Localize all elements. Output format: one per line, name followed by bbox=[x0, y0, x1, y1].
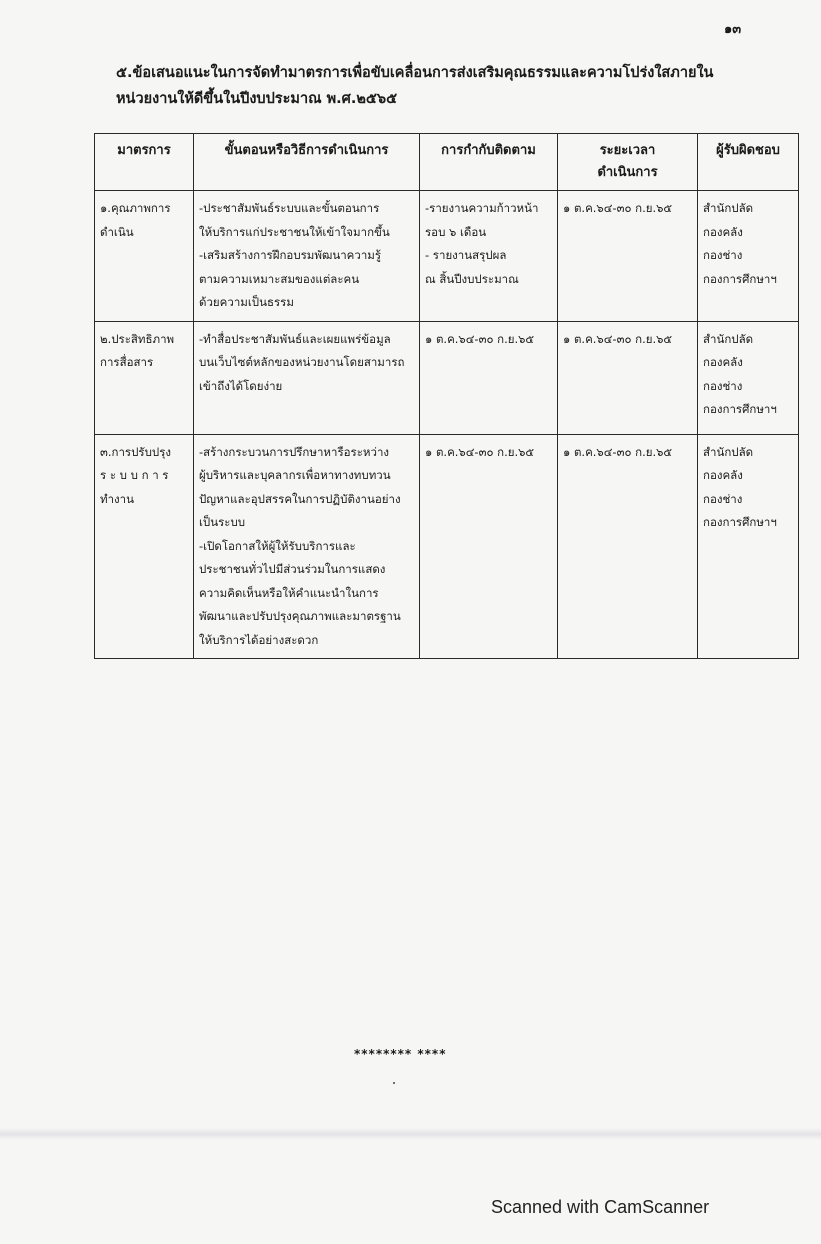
page-number: ๑๓ bbox=[724, 22, 742, 37]
monitoring-line: ณ สิ้นปีงบประมาณ bbox=[425, 271, 519, 286]
heading-line-2: หน่วยงานให้ดีขึ้นในปีงบประมาณ พ.ศ.๒๕๖๕ bbox=[116, 91, 398, 107]
header-steps: ขั้นตอนหรือวิธีการดำเนินการ bbox=[194, 134, 420, 191]
responsible-line: กองคลัง bbox=[703, 468, 743, 482]
steps-line: -เสริมสร้างการฝึกอบรมพัฒนาความรู้ bbox=[199, 248, 382, 262]
monitoring-line: -รายงานความก้าวหน้า bbox=[425, 201, 539, 215]
measure-line: ทำงาน bbox=[100, 491, 134, 506]
responsible-line: สำนักปลัด bbox=[703, 201, 754, 215]
period-line: ๑ ต.ค.๖๔-๓๐ ก.ย.๖๕ bbox=[563, 444, 673, 459]
end-of-section-mark: ******** **** bbox=[354, 1047, 447, 1061]
steps-line: ตามความเหมาะสมของแต่ละคน bbox=[199, 271, 360, 286]
steps-line: -ทำสื่อประชาสัมพันธ์และเผยแพร่ข้อมูล bbox=[199, 331, 391, 346]
steps-line: บนเว็บไซต์หลักของหน่วยงานโดยสามารถ bbox=[199, 355, 405, 369]
responsible-line: กองช่าง bbox=[703, 491, 743, 506]
cell-responsible bbox=[698, 321, 799, 434]
scan-artifact-band bbox=[0, 1128, 821, 1140]
cell-measure bbox=[95, 321, 194, 434]
measure-line: ดำเนิน bbox=[100, 224, 134, 239]
cell-measure bbox=[95, 191, 194, 322]
cell-measure bbox=[95, 434, 194, 659]
measure-line: การสื่อสาร bbox=[100, 355, 154, 369]
responsible-line: กองช่าง bbox=[703, 248, 743, 262]
cell-monitoring bbox=[420, 434, 558, 659]
table-row bbox=[95, 434, 799, 659]
steps-line: -สร้างกระบวนการปรึกษาหารือระหว่าง bbox=[199, 444, 390, 459]
responsible-line: กองช่าง bbox=[703, 378, 743, 393]
monitoring-line: รอบ ๖ เดือน bbox=[425, 224, 487, 239]
cell-monitoring bbox=[420, 321, 558, 434]
cell-period bbox=[558, 321, 698, 434]
responsible-line: กองการศึกษาฯ bbox=[703, 515, 777, 529]
cell-period bbox=[558, 434, 698, 659]
responsible-line: สำนักปลัด bbox=[703, 444, 754, 459]
header-period bbox=[558, 134, 698, 191]
table-row bbox=[95, 321, 799, 434]
steps-line: -เปิดโอกาสให้ผู้ให้รับบริการและ bbox=[199, 538, 356, 553]
measure-line: ๑.คุณภาพการ bbox=[100, 201, 171, 215]
steps-line: ให้บริการแก่ประชาชนให้เข้าใจมากขึ้น bbox=[199, 224, 390, 239]
steps-line: ผู้บริหารและบุคลากรเพื่อหาทางทบทวน bbox=[199, 468, 391, 482]
period-line: ๑ ต.ค.๖๔-๓๐ ก.ย.๖๕ bbox=[563, 331, 673, 346]
header-monitoring: การกำกับติดตาม bbox=[420, 134, 558, 191]
table-body bbox=[95, 191, 799, 659]
responsible-line: กองคลัง bbox=[703, 224, 743, 239]
responsible-line: กองการศึกษาฯ bbox=[703, 402, 777, 416]
period-line: ๑ ต.ค.๖๔-๓๐ ก.ย.๖๕ bbox=[563, 201, 673, 215]
header-period-line-2: ดำเนินการ bbox=[597, 165, 658, 180]
responsible-line: กองคลัง bbox=[703, 355, 743, 369]
camscanner-watermark: Scanned with CamScanner bbox=[491, 1197, 710, 1217]
measure-line: ร ะ บ บ ก า ร bbox=[100, 468, 169, 482]
measure-line: ๓.การปรับปรุง bbox=[100, 444, 171, 459]
measure-line: ๒.ประสิทธิภาพ bbox=[100, 331, 175, 346]
steps-line: ด้วยความเป็นธรรม bbox=[199, 295, 294, 309]
header-period-line-1: ระยะเวลา bbox=[599, 143, 656, 158]
measures-table bbox=[94, 133, 799, 659]
steps-line: ประชาชนทั่วไปมีส่วนร่วมในการแสดง bbox=[199, 562, 386, 576]
responsible-line: สำนักปลัด bbox=[703, 331, 754, 346]
steps-line: พัฒนาและปรับปรุงคุณภาพและมาตรฐาน bbox=[199, 609, 401, 623]
steps-line: ความคิดเห็นหรือให้คำแนะนำในการ bbox=[199, 585, 379, 600]
header-responsible: ผู้รับผิดชอบ bbox=[698, 134, 799, 191]
monitoring-line: ๑ ต.ค.๖๔-๓๐ ก.ย.๖๕ bbox=[425, 331, 535, 346]
steps-line: เข้าถึงได้โดยง่าย bbox=[199, 378, 283, 393]
cell-steps bbox=[194, 321, 420, 434]
cell-responsible bbox=[698, 434, 799, 659]
section-heading bbox=[116, 60, 776, 112]
cell-period bbox=[558, 191, 698, 322]
header-measure: มาตรการ bbox=[95, 134, 194, 191]
monitoring-line: - รายงานสรุปผล bbox=[425, 248, 507, 262]
responsible-line: กองการศึกษาฯ bbox=[703, 271, 777, 286]
cell-steps bbox=[194, 434, 420, 659]
cell-monitoring bbox=[420, 191, 558, 322]
heading-line-1: ๕.ข้อเสนอแนะในการจัดทำมาตรการเพื่อขับเคลื่อนการส่งเสริมคุณธรรมและความโปร่งใสภายใน bbox=[116, 65, 714, 81]
steps-line: ปัญหาและอุปสรรคในการปฏิบัติงานอย่าง bbox=[199, 491, 401, 506]
table-header-row bbox=[95, 134, 799, 191]
cell-steps bbox=[194, 191, 420, 322]
monitoring-line: ๑ ต.ค.๖๔-๓๐ ก.ย.๖๕ bbox=[425, 444, 535, 459]
steps-line: ให้บริการได้อย่างสะดวก bbox=[199, 632, 319, 647]
scan-speck bbox=[393, 1082, 395, 1084]
steps-line: เป็นระบบ bbox=[199, 515, 246, 529]
cell-responsible bbox=[698, 191, 799, 322]
table-row bbox=[95, 191, 799, 322]
steps-line: -ประชาสัมพันธ์ระบบและขั้นตอนการ bbox=[199, 201, 380, 215]
